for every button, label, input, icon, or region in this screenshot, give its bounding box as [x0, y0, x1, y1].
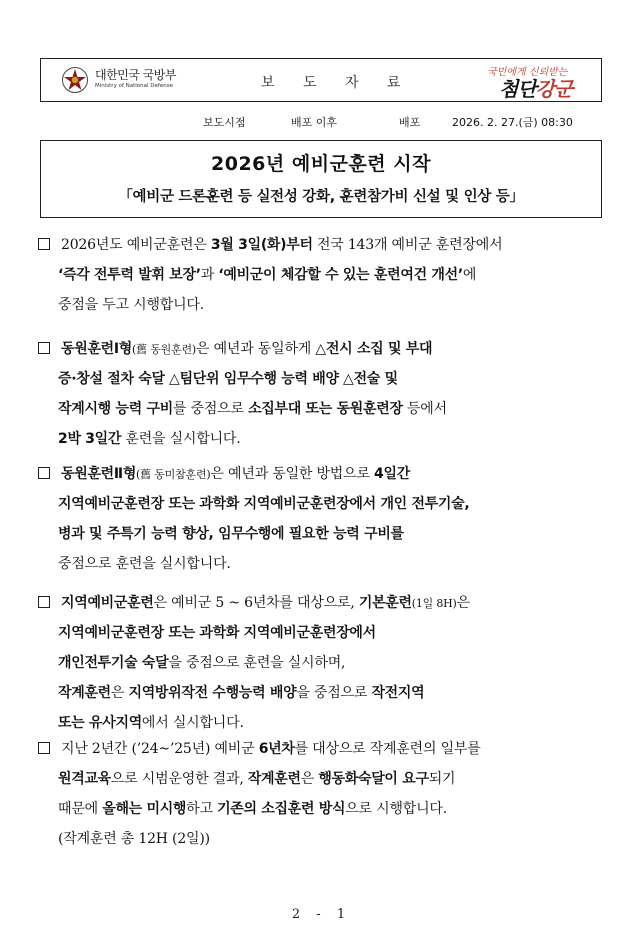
- release-time-value: 배포 이후: [291, 116, 338, 129]
- emphasis-text: 병과 및 주특기 능력 향상, 임무수행에 필요한 능력 구비를: [58, 526, 404, 542]
- emphasis-text: 팀단위 임무수행 능력 배양: [179, 371, 339, 387]
- text-line: [38, 764, 610, 794]
- slogan-main-part2: 강군: [535, 77, 573, 101]
- ministry-name: [95, 68, 176, 90]
- emphasis-text: 4일간: [374, 466, 410, 482]
- emphasis-text: ‘예비군이 체감할 수 있는 훈련여건 개선’: [218, 267, 463, 283]
- checkbox-bullet-icon: [38, 238, 50, 250]
- text-line: [38, 260, 610, 290]
- text-span: (舊 동원훈련): [132, 343, 197, 356]
- emphasis-text: 작전지역: [371, 685, 425, 701]
- title-box: [40, 140, 602, 218]
- distribution-date: 2026. 2. 27.(금) 08:30: [452, 116, 573, 129]
- emphasis-text: 동원훈련Ⅱ형: [61, 466, 137, 482]
- text-span: 등에서: [402, 401, 447, 417]
- text-span: 를 대상으로 작계훈련의 일부를: [294, 741, 481, 757]
- text-span: 되기: [428, 771, 456, 787]
- text-line: [38, 794, 610, 824]
- emphasis-text: 지역예비군훈련장 또는 과학화 지역예비군훈련장에서: [58, 625, 376, 641]
- text-span: 은 예비군 5 ~ 6년차를 대상으로,: [153, 595, 359, 611]
- text-span: 은: [456, 595, 470, 611]
- text-line: [38, 364, 610, 394]
- text-line: [38, 230, 610, 260]
- emphasis-text: 기존의 소집훈련 방식: [217, 801, 346, 817]
- checkbox-bullet-icon: [38, 742, 50, 754]
- text-line: [38, 678, 610, 708]
- text-span: 을 중점으로: [296, 685, 372, 701]
- checkbox-bullet-icon: [38, 342, 50, 354]
- emphasis-text: 2박 3일간: [58, 431, 122, 447]
- emphasis-text: 지역방위작전 수행능력 배양: [128, 685, 297, 701]
- emphasis-text: 지역예비군훈련장 또는 과학화 지역예비군훈련장에서 개인 전투기술,: [58, 496, 470, 512]
- emphasis-text: 개인전투기술 숙달: [58, 655, 169, 671]
- text-span: 전국 143개 예비군 훈련장에서: [312, 237, 503, 253]
- emphasis-text: 6년차: [258, 741, 295, 757]
- page-number: 2 - 1: [291, 907, 352, 922]
- page-subtitle: 「예비군 드론훈련 등 실전성 강화, 훈련참가비 신설 및 인상 등」: [118, 189, 524, 205]
- emphasis-text: 지역예비군훈련: [61, 595, 154, 611]
- text-span: 2026년도 예비군훈련은: [61, 237, 211, 253]
- press-release-header: [40, 58, 602, 102]
- text-line: [38, 394, 610, 424]
- emphasis-text: 3월 3일(화)부터: [210, 237, 313, 253]
- text-line: 중점으로 훈련을 실시합니다.: [58, 556, 231, 572]
- text-line: [38, 459, 610, 489]
- release-time-label: 보도시점: [203, 116, 246, 129]
- emphasis-text: ‘즉각 전투력 발휘 보장’: [58, 267, 201, 283]
- emphasis-text: 전술 및: [353, 371, 398, 387]
- slogan-logo: [461, 61, 601, 101]
- text-span: 은 예년과 동일한 방법으로: [210, 466, 375, 482]
- text-line: 중점을 두고 시행합니다.: [58, 297, 204, 313]
- text-span: 에: [462, 267, 477, 283]
- emphasis-text: 올해는 미시행: [102, 801, 187, 817]
- text-span: 하고: [186, 801, 218, 817]
- text-line: [38, 648, 610, 678]
- emphasis-text: 소집부대 또는 동원훈련장: [248, 401, 403, 417]
- text-span: 훈련을 실시합니다.: [121, 431, 241, 447]
- slogan-main: [499, 73, 572, 102]
- text-line: [38, 734, 610, 764]
- text-span: 은: [110, 685, 129, 701]
- text-line: [38, 588, 610, 618]
- text-span: 으로 시행합니다.: [345, 801, 448, 817]
- page-title: 2026년 예비군훈련 시작: [211, 153, 431, 175]
- slogan-main-part1: 첨단: [499, 77, 536, 101]
- text-span: △: [164, 371, 180, 387]
- text-span: 에서 실시합니다.: [141, 715, 244, 731]
- emphasis-text: 작계훈련: [58, 685, 111, 701]
- text-span: △: [338, 371, 354, 387]
- text-line: [38, 424, 610, 454]
- text-span: (1일 8H): [411, 597, 457, 610]
- paragraph-remote-education: [38, 734, 610, 854]
- text-span: 를 중점으로: [172, 401, 249, 417]
- paragraph-local-training: [38, 588, 610, 738]
- text-line: [38, 519, 610, 549]
- ministry-emblem-icon: [61, 66, 89, 94]
- text-line: [38, 489, 610, 519]
- paragraph-mobilization-2: [38, 459, 610, 579]
- text-span: 때문에: [58, 801, 103, 817]
- checkbox-bullet-icon: [38, 467, 50, 479]
- emphasis-text: 작계시행 능력 구비: [58, 401, 173, 417]
- checkbox-bullet-icon: [38, 596, 50, 608]
- emphasis-text: 증·창설 절차 숙달: [58, 371, 165, 387]
- ministry-name-korean: 대한민국 국방부: [95, 68, 176, 82]
- text-line: [38, 334, 610, 364]
- text-span: (舊 동미참훈련): [136, 468, 211, 481]
- emphasis-text: 원격교육: [58, 771, 111, 787]
- paragraph-schedule: [38, 230, 610, 320]
- emphasis-text: 전시 소집 및 부대: [325, 341, 433, 357]
- text-span: 지난 2년간 (’24~’25년) 예비군: [61, 741, 259, 757]
- slogan-top: 국민에게 신뢰받는: [487, 67, 568, 78]
- emphasis-text: 또는 유사지역: [58, 715, 142, 731]
- ministry-name-english: Ministry of National Defense: [95, 83, 173, 89]
- emphasis-text: 동원훈련Ⅰ형: [61, 341, 133, 357]
- emphasis-text: 작계훈련: [247, 771, 301, 787]
- emphasis-text: 행동화숙달이 요구: [318, 771, 429, 787]
- text-span: 과: [200, 267, 219, 283]
- document-type: 보 도 자 료: [261, 75, 413, 91]
- text-span: 은 예년과 동일하게 △: [196, 341, 326, 357]
- text-span: 은: [300, 771, 319, 787]
- text-line: [38, 618, 610, 648]
- text-span: 으로 시범운영한 결과,: [110, 771, 248, 787]
- distribution-label: 배포: [399, 116, 421, 129]
- text-span: 을 중점으로 훈련을 실시하며,: [168, 655, 346, 671]
- emphasis-text: 기본훈련: [358, 595, 412, 611]
- paragraph-mobilization-1: [38, 334, 610, 454]
- text-line: (작계훈련 총 12H (2일)): [58, 831, 210, 847]
